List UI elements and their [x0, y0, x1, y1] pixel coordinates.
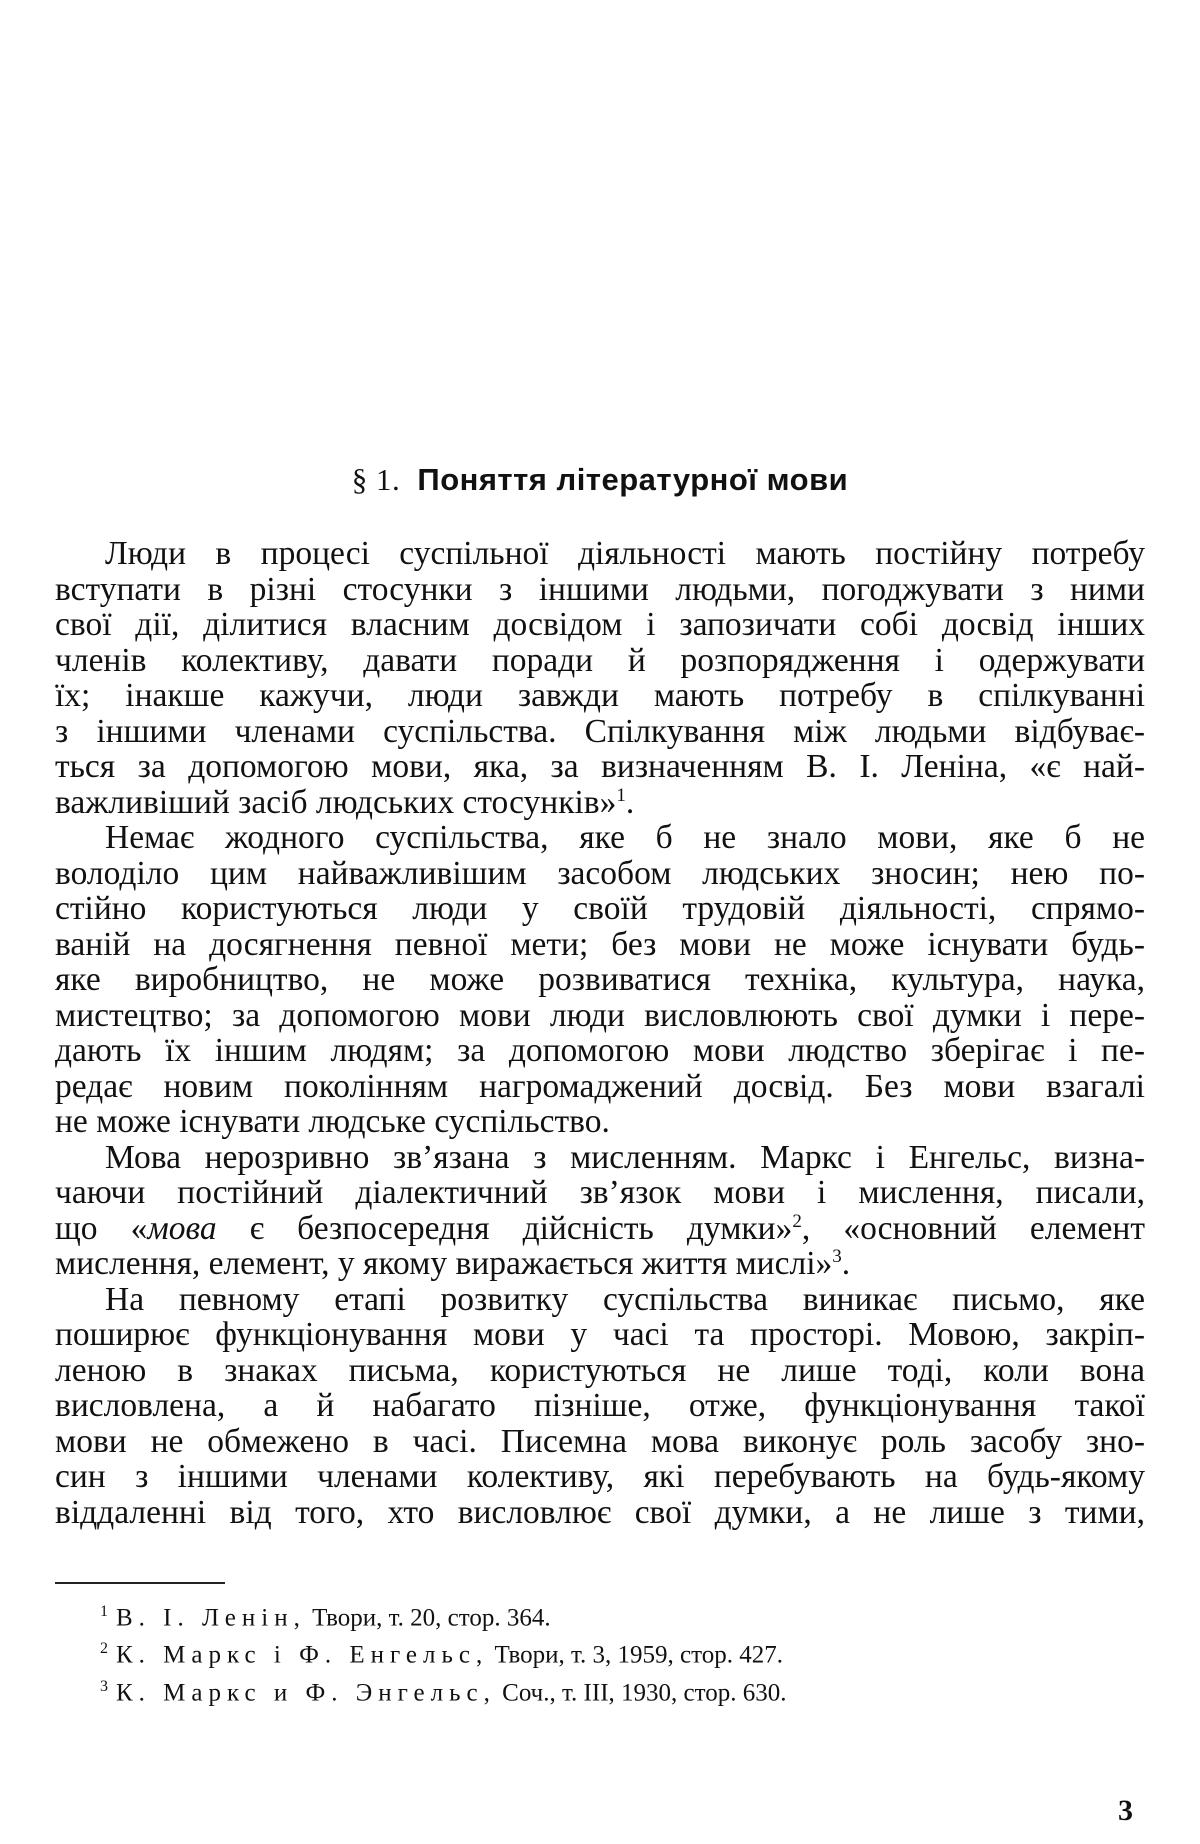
- footnote-3: [100, 1671, 1100, 1708]
- text-line: поширює функціонування мови у часі та просторі. Мовою, закріп-: [55, 1316, 1145, 1353]
- text-line: редає новим поколінням нагромаджений досвід. Без мови взагалі: [55, 1067, 1145, 1105]
- text-line: ваній на досягнення певної мети; без мови не може існувати будь-: [55, 925, 1145, 963]
- paragraph-3: [55, 1140, 1145, 1282]
- italic-word: мова: [147, 1209, 217, 1247]
- paragraph-1: [55, 536, 1145, 820]
- text-line: з іншими членами суспільства. Спілкування між людьми відбуває-: [55, 712, 1145, 750]
- text-line: леною в знаках письма, користуються не лише тоді, коли вона: [55, 1351, 1145, 1389]
- footnote-source: Соч., т. III, 1930, стор. 630.: [502, 1678, 787, 1706]
- text-line: Люди в процесі суспільної діяльності мають постійну потребу: [105, 535, 1145, 572]
- text-line: яке виробництво, не може розвиватися техніка, культура, наука,: [55, 961, 1145, 998]
- text-line: висловлена, а й набагато пізніше, отже, функціонування такої: [55, 1387, 1145, 1424]
- text-line-with-ref: важливіший засіб людських стосунків»$^1$.: [55, 783, 635, 821]
- text-fragment: , «основний елемент: [801, 1209, 1145, 1247]
- text-line: стійно користуються люди у своїй трудовій діяльності, спрямо-: [55, 890, 1145, 927]
- footnote-author: К. Маркс и Ф. Энгельс,: [116, 1678, 496, 1706]
- text-fragment: .: [841, 1245, 851, 1282]
- text-line: вступати в різні стосунки з іншими людьми, погоджувати з ними: [55, 570, 1145, 608]
- text-line: їх; інакше кажучи, люди завжди мають потребу в спілкуванні: [55, 677, 1145, 714]
- footnote-ref[interactable]: 1: [616, 784, 626, 806]
- footnote-number: 2: [100, 1640, 108, 1658]
- text-line: свої дії, ділитися власним досвідом і запозичати собі досвід інших: [55, 606, 1145, 643]
- footnote-author: В. І. Ленін,: [116, 1604, 306, 1632]
- footnote-number: 3: [100, 1677, 108, 1695]
- section-number: § 1.: [351, 462, 401, 497]
- paragraph-4: [55, 1282, 1145, 1531]
- footnote-1: [100, 1596, 1100, 1633]
- paragraph-2: [55, 820, 1145, 1140]
- section-title: Поняття літературної мови: [417, 462, 849, 497]
- footnotes: [100, 1596, 1100, 1708]
- footnote-ref[interactable]: 3: [832, 1245, 842, 1267]
- text-line: дають їх іншим людям; за допомогою мови людство зберігає і пе-: [55, 1032, 1145, 1069]
- text-line-with-ref: [55, 1246, 1145, 1282]
- text-line: віддаленні від того, хто висловлює свої думки, а не лише з тими,: [55, 1493, 1145, 1531]
- text-line: не може існувати людське суспільство.: [55, 1103, 610, 1140]
- footnote-2: [100, 1633, 1100, 1670]
- footnote-author: К. Маркс і Ф. Енгельс,: [116, 1641, 489, 1669]
- text-line: На певному етапі розвитку суспільства виникає письмо, яке: [105, 1280, 1145, 1318]
- text-fragment: є безпосередня дійсність думки»: [216, 1209, 793, 1247]
- text-line: важливіший засіб людських стосунків»: [55, 783, 617, 821]
- text-line: син з іншими членами колективу, які перебувають на будь-якому: [55, 1458, 1145, 1495]
- text-fragment: що «: [55, 1209, 148, 1247]
- text-line: членів колективу, давати поради й розпорядження і одержувати: [55, 641, 1145, 679]
- section-heading: [0, 462, 1200, 498]
- footnote-source: Твори, т. 3, 1959, стор. 427.: [494, 1641, 783, 1669]
- footnote-source: Твори, т. 20, стор. 364.: [312, 1604, 551, 1632]
- footnote-divider: [55, 1582, 225, 1584]
- text-line: ться за допомогою мови, яка, за визначенням В. І. Леніна, «є най-: [55, 748, 1145, 785]
- text-line-with-ref: [55, 1211, 1145, 1247]
- text-line: мистецтво; за допомогою мови люди висловлюють свої думки і пере-: [55, 996, 1145, 1034]
- footnote-number: 1: [100, 1603, 108, 1620]
- footnote-ref[interactable]: 2: [792, 1210, 802, 1232]
- page-number: 3: [1118, 1794, 1133, 1827]
- text-line: чаючи постійний діалектичний зв’язок мови і мислення, писали,: [55, 1174, 1145, 1211]
- text-fragment: мислення, елемент, у якому виражається життя мислі»: [55, 1245, 833, 1282]
- text-line: Мова нерозривно зв’язана з мисленням. Маркс і Енгельс, визна-: [105, 1138, 1145, 1176]
- body-text: [55, 536, 1145, 1530]
- text-line: Немає жодного суспільства, яке б не знало мови, яке б не: [105, 819, 1145, 856]
- text-line: володіло цим найважливішим засобом людських зносин; нею по-: [55, 854, 1145, 892]
- text-line: мови не обмежено в часі. Писемна мова виконує роль засобу зно-: [55, 1422, 1145, 1460]
